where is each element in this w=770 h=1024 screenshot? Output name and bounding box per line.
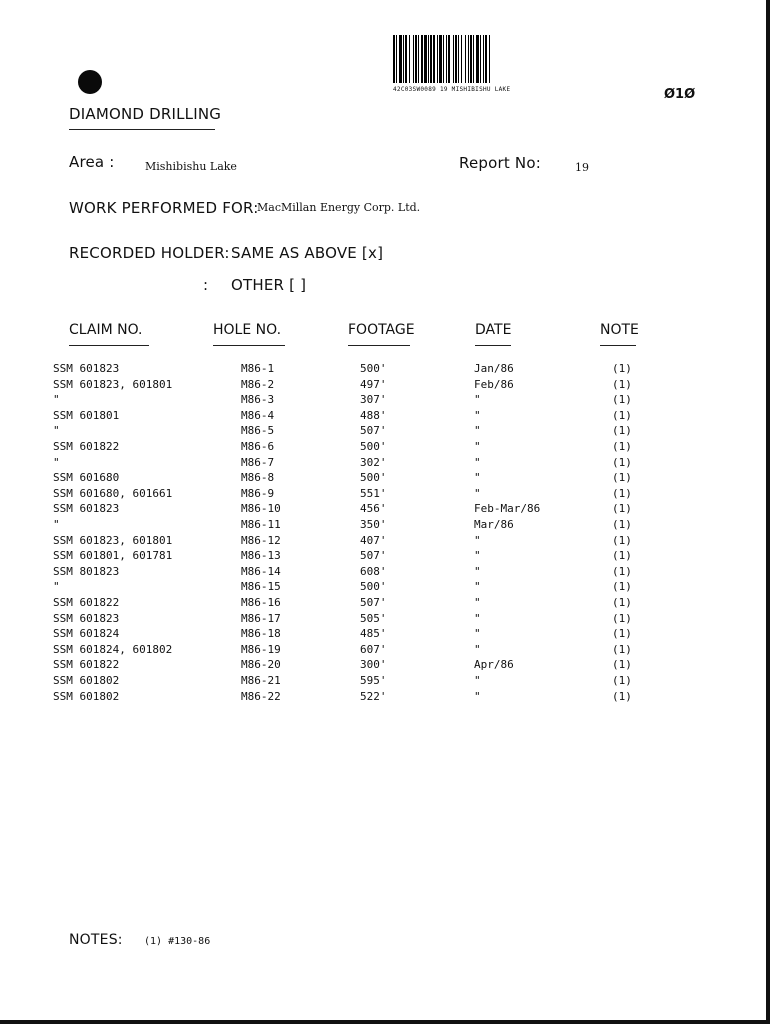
cell-date: " [474,611,481,625]
cell-claim: " [53,580,60,594]
work-performed-value: MacMillan Energy Corp. Ltd. [257,201,421,214]
cell-claim: SSM 601823, 601801 [53,377,173,391]
cell-hole: M86-3 [241,393,275,407]
barcode-caption: 42C03SW0089 19 MISHIBISHU LAKE [393,86,511,93]
table-row [0,471,770,487]
table-row [0,565,770,581]
cell-footage: 302' [360,455,387,469]
cell-date: " [474,627,481,641]
cell-footage: 500' [360,440,387,453]
cell-footage: 507' [360,596,387,609]
cell-hole: M86-14 [241,564,281,578]
cell-hole: M86-1 [241,362,275,375]
recorded-holder-other: OTHER [ ] [231,276,307,294]
cell-footage: 500' [360,471,387,485]
report-label: Report No: [459,154,541,172]
cell-claim: " [53,518,60,531]
column-header-date: DATE [475,322,512,338]
column-header-claim: CLAIM NO. [69,322,143,338]
cell-claim: SSM 601823 [53,611,120,625]
table-row [0,627,770,643]
column-rule-footage [348,345,410,346]
cell-note: (1) [612,564,632,578]
cell-note: (1) [612,408,632,422]
cell-note: (1) [612,486,632,500]
table-row [0,487,770,503]
cell-claim: SSM 601824 [53,627,120,641]
cell-footage: 407' [360,533,387,547]
cell-hole: M86-10 [241,502,281,516]
cell-note: (1) [612,627,632,641]
cell-date: Feb-Mar/86 [474,502,541,516]
cell-date: " [474,393,481,407]
cell-hole: M86-5 [241,424,275,438]
table-row [0,643,770,659]
column-header-hole: HOLE NO. [213,322,282,338]
cell-date: " [474,408,481,422]
cell-footage: 507' [360,549,387,563]
cell-date: " [474,580,481,594]
cell-note: (1) [612,642,632,656]
cell-footage: 456' [360,502,387,516]
cell-claim: SSM 601824, 601802 [53,642,173,656]
cell-footage: 608' [360,564,387,578]
cell-claim: " [53,455,60,469]
column-header-note: NOTE [600,322,639,338]
cell-hole: M86-19 [241,642,281,656]
cell-note: (1) [612,611,632,625]
cell-hole: M86-8 [241,471,275,485]
cell-footage: 522' [360,689,387,703]
cell-footage: 488' [360,408,387,422]
cell-footage: 500' [360,362,387,375]
table-row [0,424,770,440]
cell-claim: SSM 601802 [53,674,120,687]
table-row [0,549,770,565]
cell-date: " [474,440,481,453]
column-rule-claim [69,345,149,346]
table-row [0,409,770,425]
table-row [0,378,770,394]
cell-date: " [474,689,481,703]
cell-hole: M86-4 [241,408,275,422]
cell-note: (1) [612,424,632,438]
scan-edge-bottom [0,1020,770,1024]
cell-note: (1) [612,455,632,469]
cell-footage: 507' [360,424,387,438]
table-row [0,612,770,628]
area-value: Mishibishu Lake [145,160,237,173]
cell-hole: M86-6 [241,440,275,453]
cell-claim: SSM 801823 [53,564,120,578]
cell-date: " [474,596,481,609]
cell-hole: M86-11 [241,518,281,531]
cell-footage: 300' [360,658,387,672]
cell-note: (1) [612,362,632,375]
column-rule-hole [213,345,285,346]
cell-note: (1) [612,658,632,672]
cell-hole: M86-9 [241,486,275,500]
cell-note: (1) [612,596,632,609]
document-title: DIAMOND DRILLING [69,105,222,123]
cell-hole: M86-7 [241,455,275,469]
cell-claim: SSM 601802 [53,689,120,703]
cell-hole: M86-16 [241,596,281,609]
cell-date: " [474,424,481,438]
table-row [0,393,770,409]
cell-hole: M86-17 [241,611,281,625]
cell-footage: 607' [360,642,387,656]
table-row [0,580,770,596]
column-rule-date [475,345,511,346]
table-row [0,658,770,674]
table-row [0,690,770,706]
column-header-footage: FOOTAGE [348,322,415,338]
table-row [0,534,770,550]
title-underline [69,129,215,130]
report-value: 19 [575,161,589,174]
cell-hole: M86-12 [241,533,281,547]
recorded-holder-label: RECORDED HOLDER: [69,244,230,262]
cell-claim: SSM 601680, 601661 [53,486,173,500]
cell-date: " [474,674,481,687]
table-row [0,518,770,534]
cell-note: (1) [612,533,632,547]
cell-footage: 307' [360,393,387,407]
cell-date: Jan/86 [474,362,514,375]
cell-note: (1) [612,377,632,391]
notes-text: (1) #130-86 [144,936,211,947]
table-row [0,596,770,612]
cell-date: " [474,549,481,563]
cell-note: (1) [612,502,632,516]
cell-hole: M86-18 [241,627,281,641]
cell-claim: SSM 601823 [53,502,120,516]
cell-footage: 497' [360,377,387,391]
column-rule-note [600,345,636,346]
cell-footage: 350' [360,518,387,531]
cell-date: " [474,642,481,656]
cell-claim: SSM 601822 [53,596,120,609]
page-code: Ø1Ø [664,87,696,102]
cell-claim: SSM 601822 [53,440,120,453]
cell-date: Mar/86 [474,518,514,531]
cell-date: " [474,471,481,485]
cell-claim: SSM 601680 [53,471,120,485]
table-row [0,502,770,518]
cell-note: (1) [612,518,632,531]
cell-note: (1) [612,549,632,563]
cell-claim: " [53,393,60,407]
cell-claim: SSM 601801, 601781 [53,549,173,563]
table-row [0,674,770,690]
cell-date: Apr/86 [474,658,514,672]
cell-hole: M86-22 [241,689,281,703]
barcode [393,35,608,83]
cell-claim: SSM 601823, 601801 [53,533,173,547]
cell-date: " [474,486,481,500]
cell-footage: 500' [360,580,387,594]
cell-note: (1) [612,674,632,687]
cell-hole: M86-2 [241,377,275,391]
cell-claim: SSM 601801 [53,408,120,422]
cell-footage: 551' [360,486,387,500]
cell-note: (1) [612,471,632,485]
cell-footage: 595' [360,674,387,687]
recorded-holder-same: SAME AS ABOVE [x] [231,244,384,262]
cell-hole: M86-21 [241,674,281,687]
cell-note: (1) [612,440,632,453]
cell-date: " [474,533,481,547]
cell-hole: M86-15 [241,580,281,594]
cell-date: " [474,564,481,578]
cell-footage: 485' [360,627,387,641]
table-row [0,440,770,456]
cell-claim: " [53,424,60,438]
cell-hole: M86-13 [241,549,281,563]
cell-footage: 505' [360,611,387,625]
notes-label: NOTES: [69,932,123,948]
cell-note: (1) [612,393,632,407]
cell-note: (1) [612,580,632,594]
cell-date: " [474,455,481,469]
cell-hole: M86-20 [241,658,281,672]
cell-claim: SSM 601822 [53,658,120,672]
table-row [0,362,770,378]
hole-punch-mark [78,70,102,94]
cell-note: (1) [612,689,632,703]
area-label: Area : [69,153,115,171]
cell-date: Feb/86 [474,377,514,391]
work-performed-label: WORK PERFORMED FOR: [69,199,259,217]
cell-claim: SSM 601823 [53,362,120,375]
table-row [0,456,770,472]
recorded-holder-other-prefix: : [203,276,209,294]
